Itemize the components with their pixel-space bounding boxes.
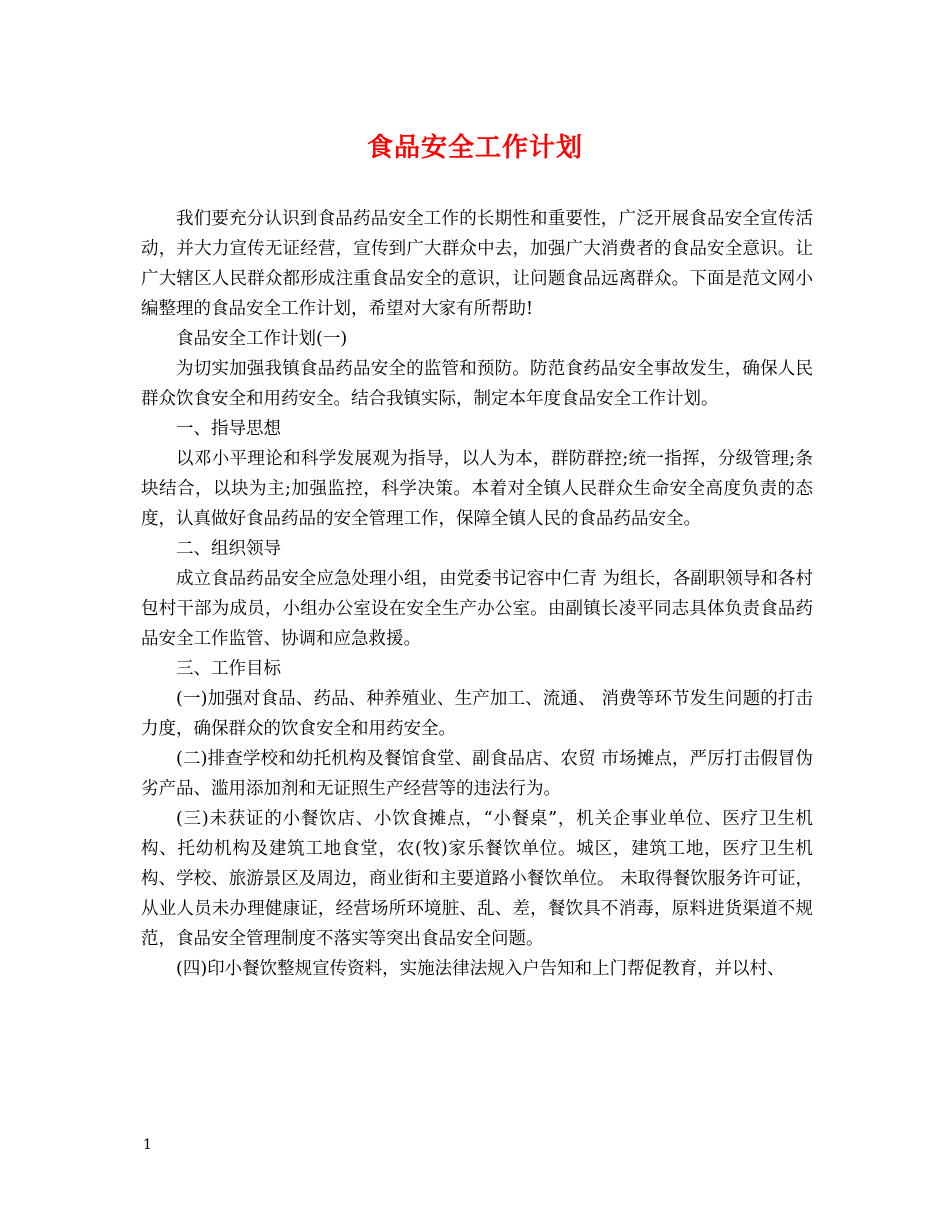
plan-heading: 食品安全工作计划(一) (176, 329, 348, 349)
goal-item: (四)印小餐饮整规宣传资料，实施法律法规入户告知和上门帮促教育，并以村、 (176, 959, 785, 979)
section-heading-organization: 二、组织领导 (176, 539, 281, 559)
paragraph: 以邓小平理论和科学发展观为指导，以人为本，群防群控;统一指挥，分级管理;条块结合，以块为主;加强监控，科学决策。本着对全镇人民群众生命安全高度负责的态度，认真做好食品药品的安全管理工作，保障全镇人民的食品药品安全。 (141, 449, 813, 529)
goal-item: (二)排查学校和幼托机构及餐馆食堂、副食品店、农贸 市场摊点，严厉打击假冒伪劣产品、滥用添加剂和无证照生产经营等的违法行为。 (141, 749, 813, 799)
section-heading-guiding-ideology: 一、指导思想 (176, 419, 281, 439)
goal-item: (一)加强对食品、药品、种养殖业、生产加工、流通、 消费等环节发生问题的打击力度，确保群众的饮食安全和用药安全。 (141, 689, 813, 739)
document-body (141, 204, 813, 984)
page-number: 1 (143, 1137, 152, 1153)
paragraph: 成立食品药品安全应急处理小组，由党委书记容中仁青 为组长，各副职领导和各村包村干部为成员，小组办公室设在安全生产办公室。由副镇长凌平同志具体负责食品药品安全工作监管、协调和应急救援。 (141, 569, 813, 649)
paragraph: 为切实加强我镇食品药品安全的监管和预防。防范食药品安全事故发生，确保人民群众饮食安全和用药安全。结合我镇实际，制定本年度食品安全工作计划。 (141, 359, 813, 409)
section-heading-work-goals: 三、工作目标 (176, 659, 281, 679)
goal-item: (三)未获证的小餐饮店、小饮食摊点，“小餐桌”，机关企事业单位、医疗卫生机构、托幼机构及建筑工地食堂，农(牧)家乐餐饮单位。城区，建筑工地，医疗卫生机构、学校、旅游景区及周边，商业街和主要道路小餐饮单位。 未取得餐饮服务许可证，从业人员未办理健康证，经营场所环境脏、乱、差，餐饮具不消毒，原料进货渠道不规范，食品安全管理制度不落实等突出食品安全问题。 (141, 809, 813, 949)
document-title: 食品安全工作计划 (366, 133, 583, 163)
intro-paragraph: 我们要充分认识到食品药品安全工作的长期性和重要性，广泛开展食品安全宣传活动，并大力宣传无证经营，宣传到广大群众中去，加强广大消费者的食品安全意识。让广大辖区人民群众都形成注重食品安全的意识，让问题食品远离群众。下面是范文网小编整理的食品安全工作计划，希望对大家有所帮助! (141, 209, 813, 319)
